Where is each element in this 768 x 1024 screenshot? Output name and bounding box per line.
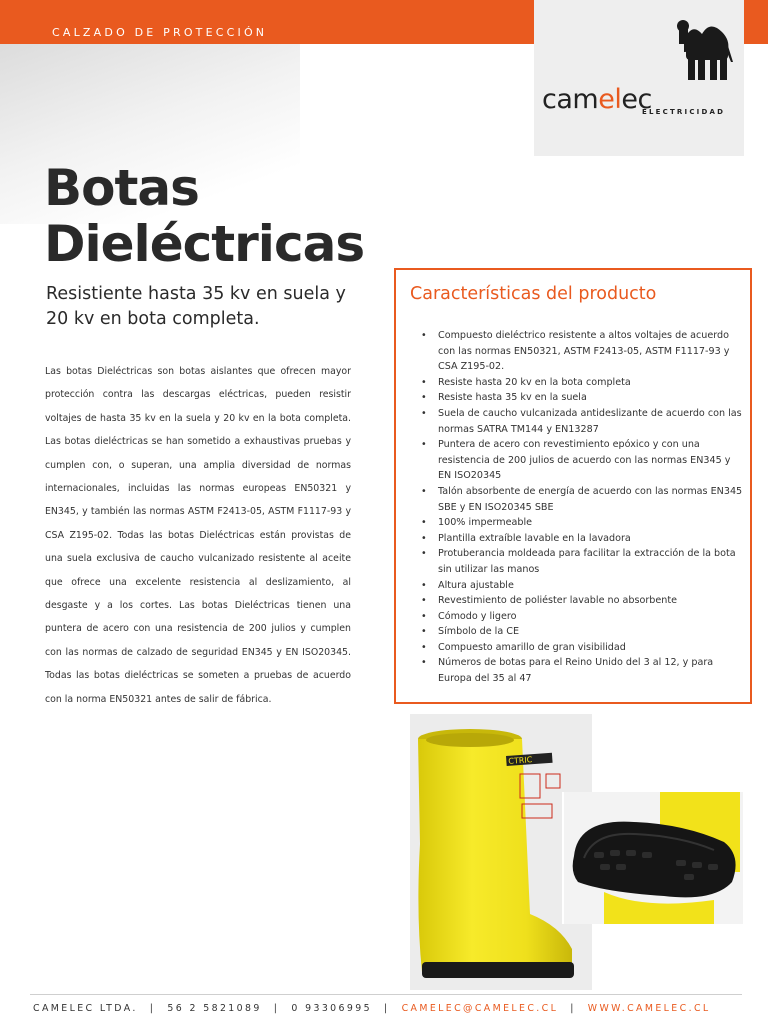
features-box: [394, 268, 752, 704]
feature-item: • Altura ajustable: [418, 578, 744, 594]
feature-item: • Revestimiento de poliéster lavable no absorbente: [418, 593, 744, 609]
brand-name: camelec: [542, 84, 652, 115]
feature-item: • Talón absorbente de energía de acuerdo con las normas EN345 SBE y EN ISO20345 SBE: [418, 484, 744, 515]
feature-item: • Puntera de acero con revestimiento epóxico y con una resistencia de 200 julios de acuerdo con las normas EN345 y EN ISO20345: [418, 437, 744, 484]
footer-email-link[interactable]: CAMELEC@CAMELEC.CL: [401, 1003, 559, 1014]
title-line-2: Dieléctricas: [44, 215, 365, 273]
page-subtitle: Resistiente hasta 35 kv en suela y 20 kv en bota completa.: [46, 284, 346, 329]
feature-item: • 100% impermeable: [418, 515, 744, 531]
feature-item: • Compuesto dieléctrico resistente a altos voltajes de acuerdo con las normas EN50321, ASTM F2413-05, ASTM F1117-93 y CSA Z195-02.: [418, 328, 744, 375]
page-title: [44, 160, 364, 272]
feature-item: • Cómodo y ligero: [418, 609, 744, 625]
description-paragraph: Las botas Dieléctricas son botas aislantes que ofrecen mayor protección contra las descargas eléctricas, pueden resistir voltajes de hasta 35 kv en la suela y 20 kv en la bota completa. Las botas dieléctricas se han sometido a exhaustivas pruebas y cumplen con, o superan, una amplia diversidad de normas internacionales, incluidas las normas europeas EN50321 y EN345, y también las normas ASTM F2413-05, ASTM F1117-93 y CSA Z195-02. Todas las botas Dieléctricas están provistas de una suela exclusiva de caucho vulcanizado resistente al aceite que ofrece una excelente resistencia al deslizamiento, al desgaste y a los cortes. Las botas Dieléctricas tienen una puntera de acero con una resistencia de 200 julios y cumplen con las normas de calzado de seguridad EN345 y EN ISO20345. Todas las botas dieléctricas se someten a pruebas de acuerdo con la norma EN50321 antes de salir de fábrica.: [45, 366, 351, 705]
camelec-logo: [534, 0, 744, 156]
feature-item: • Suela de caucho vulcanizada antideslizante de acuerdo con las normas SATRA TM144 y EN13287: [418, 406, 744, 437]
feature-item: • Símbolo de la CE: [418, 624, 744, 640]
features-list: [418, 328, 744, 687]
boot-sole-image: [564, 792, 743, 924]
feature-item: • Protuberancia moldeada para facilitar la extracción de la bota sin utilizar las manos: [418, 546, 744, 577]
footer: CAMELEC LTDA. | 56 2 5821089 | 0 93306995 | CAMELEC@CAMELEC.CL | WWW.CAMELEC.CL: [33, 1003, 711, 1014]
camel-icon: [670, 18, 734, 82]
footer-website-link[interactable]: WWW.CAMELEC.CL: [587, 1003, 711, 1014]
feature-item: • Compuesto amarillo de gran visibilidad: [418, 640, 744, 656]
feature-item: • Resiste hasta 20 kv en la bota completa: [418, 375, 744, 391]
footer-divider: [30, 994, 742, 995]
boot-label: CTRIC: [508, 755, 533, 766]
feature-item: • Resiste hasta 35 kv en la suela: [418, 390, 744, 406]
feature-item: • Números de botas para el Reino Unido del 3 al 12, y para Europa del 35 al 47: [418, 655, 744, 686]
title-line-1: Botas: [44, 159, 199, 217]
footer-company: CAMELEC LTDA.: [33, 1003, 138, 1014]
feature-item: • Plantilla extraíble lavable en la lavadora: [418, 531, 744, 547]
category-label: CALZADO DE PROTECCIÓN: [52, 26, 268, 39]
footer-phone-2: 0 93306995: [291, 1003, 373, 1014]
footer-phone-1: 56 2 5821089: [167, 1003, 262, 1014]
brand-subtitle: ELECTRICIDAD: [642, 108, 726, 116]
boot-sole-photo: [562, 792, 743, 924]
features-title: Características del producto: [410, 284, 657, 304]
